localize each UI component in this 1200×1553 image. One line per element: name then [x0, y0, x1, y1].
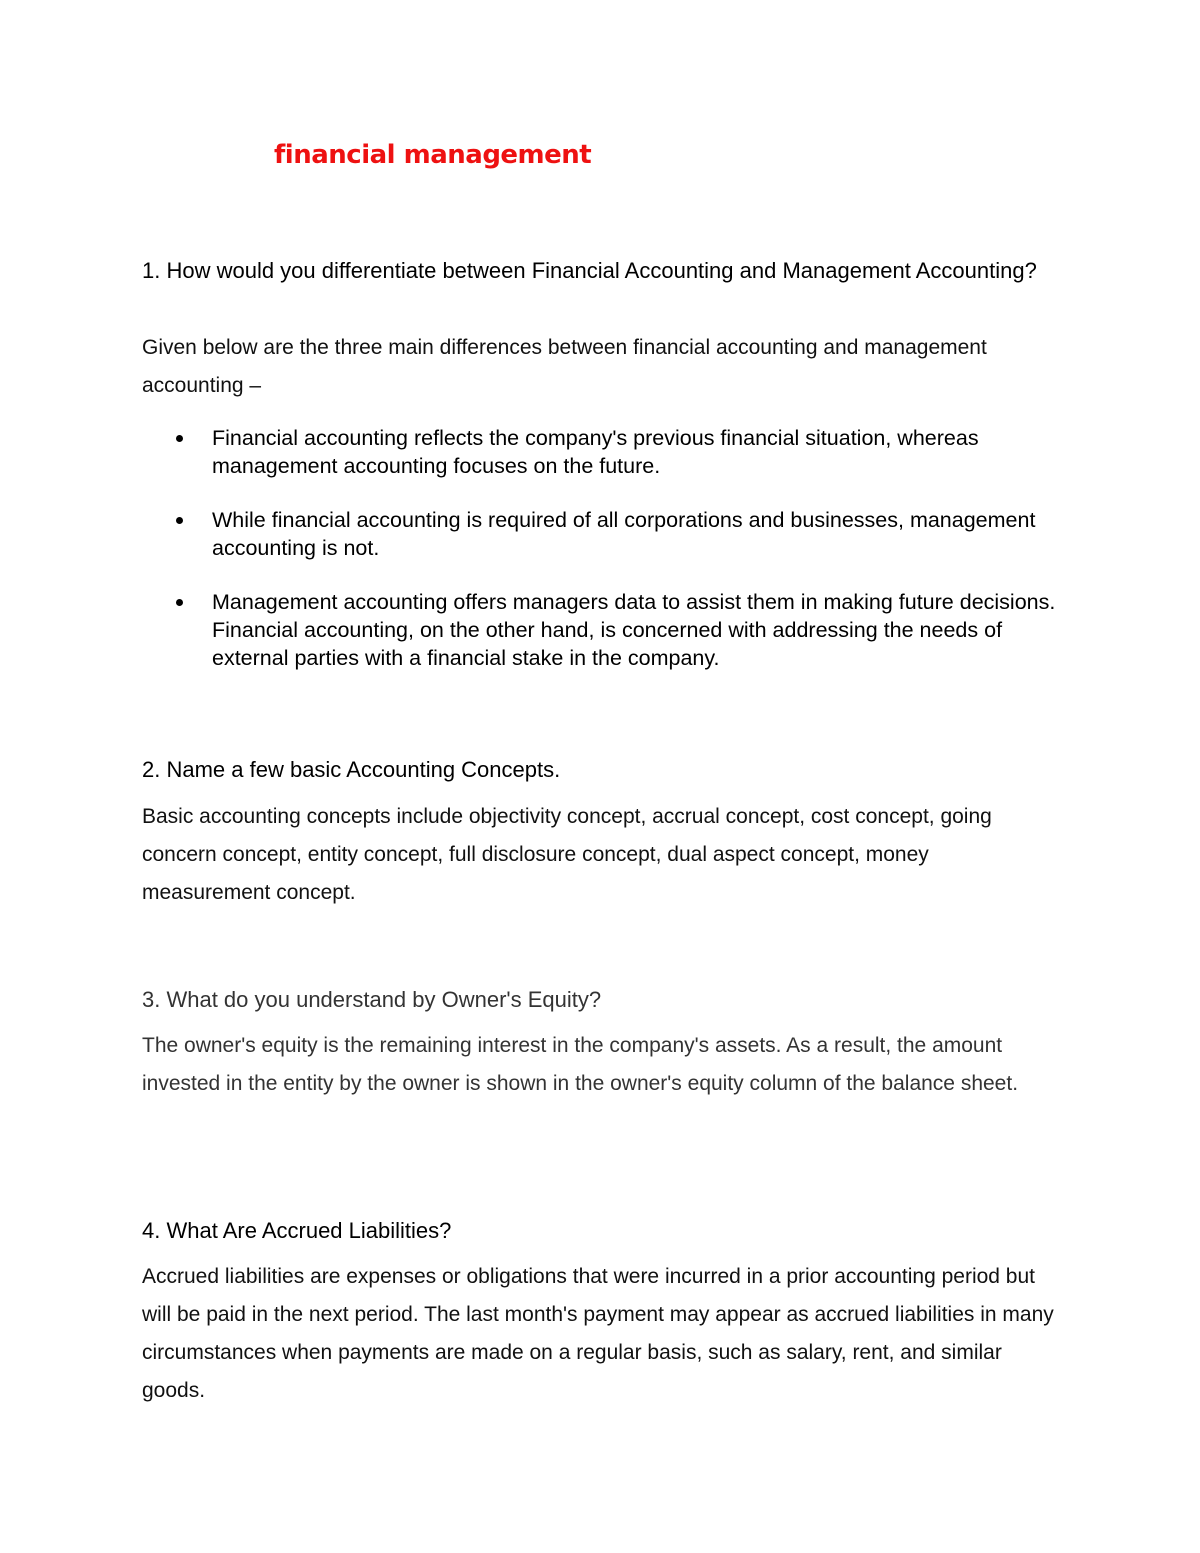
answer-2: Basic accounting concepts include objectivity concept, accrual concept, cost concept, going concern concept, entity concept, full disclosure concept, dual aspect concept, money measurement concept.	[142, 805, 992, 904]
document-title: financial management	[274, 140, 592, 170]
list-item	[142, 588, 1072, 672]
question-3: 3. What do you understand by Owner's Equity?	[142, 987, 602, 1012]
question-4: 4. What Are Accrued Liabilities?	[142, 1218, 452, 1243]
list-item-text: Management accounting offers managers data to assist them in making future decisions. Financial accounting, on the other hand, is concerned with addressing the needs of external parties with a financial stake in the company.	[212, 590, 1056, 670]
question-2: 2. Name a few basic Accounting Concepts.	[142, 757, 561, 782]
answer-1-intro: Given below are the three main differences between financial accounting and management accounting –	[142, 336, 987, 397]
answer-4: Accrued liabilities are expenses or obligations that were incurred in a prior accounting period but will be paid in the next period. The last month's payment may appear as accrued liabilities in many circumstances when payments are made on a regular basis, such as salary, rent, and similar goods.	[142, 1265, 1054, 1402]
differences-list	[142, 424, 1072, 698]
list-item	[142, 424, 1072, 480]
list-item-text: While financial accounting is required of all corporations and businesses, management accounting is not.	[212, 508, 1036, 560]
question-1: 1. How would you differentiate between Financial Accounting and Management Accounting?	[142, 258, 1037, 283]
bullet-icon	[176, 517, 183, 524]
list-item-text: Financial accounting reflects the company's previous financial situation, whereas management accounting focuses on the future.	[212, 426, 979, 478]
list-item	[142, 506, 1072, 562]
answer-3: The owner's equity is the remaining interest in the company's assets. As a result, the amount invested in the entity by the owner is shown in the owner's equity column of the balance sheet.	[142, 1034, 1019, 1095]
bullet-icon	[176, 599, 183, 606]
bullet-icon	[176, 435, 183, 442]
